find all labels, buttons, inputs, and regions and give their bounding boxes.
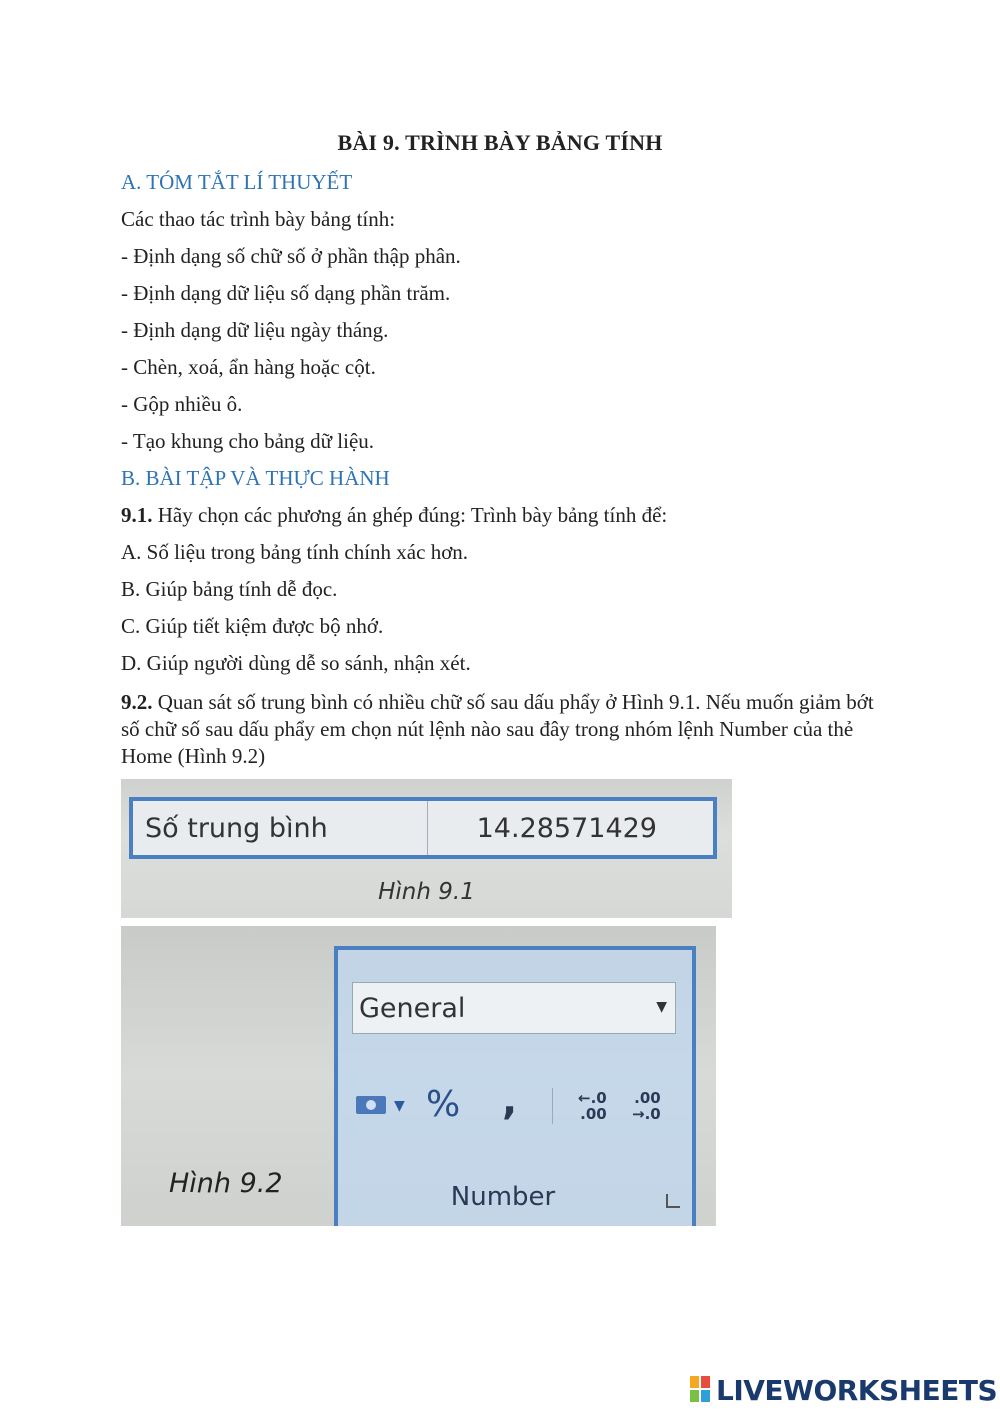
number-group-panel <box>334 946 696 1226</box>
figure-caption: Hình 9.2 <box>169 1168 283 1199</box>
number-toolbar <box>352 1078 682 1128</box>
question-number: 9.1. <box>121 503 153 527</box>
decrease-decimal-icon[interactable]: .00 →.0 <box>632 1089 661 1123</box>
figure-9-2 <box>121 926 716 1226</box>
section-a-heading: A. TÓM TẮT LÍ THUYẾT <box>121 170 353 194</box>
figure-9-1 <box>121 779 732 918</box>
logo-text: LIVEWORKSHEETS <box>716 1373 998 1407</box>
question-text: Quan sát số trung bình có nhiều chữ số sau dấu phẩy ở Hình 9.1. Nếu muốn giảm bớt số chữ số sau dấu phẩy em chọn nút lệnh nào sau đây trong nhóm lệnh Number của thẻ Home (Hình 9.2) <box>121 690 874 768</box>
option-a[interactable]: A. Số liệu trong bảng tính chính xác hơn. <box>121 540 469 564</box>
option-c[interactable]: C. Giúp tiết kiệm được bộ nhớ. <box>121 614 384 638</box>
option-b[interactable]: B. Giúp bảng tính dễ đọc. <box>121 577 338 601</box>
chevron-down-icon: ▼ <box>656 999 667 1015</box>
accounting-format-icon[interactable] <box>356 1096 386 1114</box>
number-format-value: General <box>359 992 466 1024</box>
question-9-1 <box>121 503 667 528</box>
decrease-decimal-top: .00 <box>634 1089 661 1107</box>
liveworksheets-logo <box>690 1374 997 1406</box>
increase-decimal-top: .0 <box>590 1089 607 1107</box>
theory-item: - Định dạng số chữ số ở phần thập phân. <box>121 244 461 268</box>
theory-item: - Gộp nhiều ô. <box>121 392 243 416</box>
decrease-decimal-bottom: .0 <box>644 1105 661 1123</box>
number-group-label: Number <box>450 1182 556 1212</box>
percent-style-icon[interactable]: % <box>426 1084 461 1125</box>
page-title: BÀI 9. TRÌNH BÀY BẢNG TÍNH <box>337 130 663 155</box>
average-label: Số trung bình <box>133 801 428 855</box>
increase-decimal-icon[interactable]: ←.0 .00 <box>578 1089 607 1123</box>
logo-mark-icon <box>690 1376 712 1404</box>
theory-item: - Định dạng dữ liệu số dạng phần trăm. <box>121 281 451 305</box>
theory-item: - Định dạng dữ liệu ngày tháng. <box>121 318 389 342</box>
figure-caption: Hình 9.1 <box>378 879 475 905</box>
theory-item: - Chèn, xoá, ẩn hàng hoặc cột. <box>121 355 376 379</box>
option-d[interactable]: D. Giúp người dùng dễ so sánh, nhận xét. <box>121 651 471 675</box>
number-format-dropdown[interactable] <box>352 982 676 1034</box>
question-9-2 <box>121 689 881 770</box>
comma-style-icon[interactable]: , <box>502 1078 518 1124</box>
increase-decimal-bottom: .00 <box>580 1105 607 1123</box>
chevron-down-icon[interactable]: ▼ <box>394 1098 405 1114</box>
dialog-launcher-icon[interactable] <box>666 1194 680 1208</box>
average-value: 14.28571429 <box>476 812 657 844</box>
section-b-heading: B. BÀI TẬP VÀ THỰC HÀNH <box>121 466 390 490</box>
toolbar-divider <box>552 1088 553 1124</box>
theory-item: - Tạo khung cho bảng dữ liệu. <box>121 429 375 453</box>
average-cell-row <box>129 797 717 859</box>
question-number: 9.2. <box>121 690 153 714</box>
section-a-intro: Các thao tác trình bày bảng tính: <box>121 207 396 231</box>
question-text: Hãy chọn các phương án ghép đúng: Trình bày bảng tính để: <box>152 503 668 527</box>
